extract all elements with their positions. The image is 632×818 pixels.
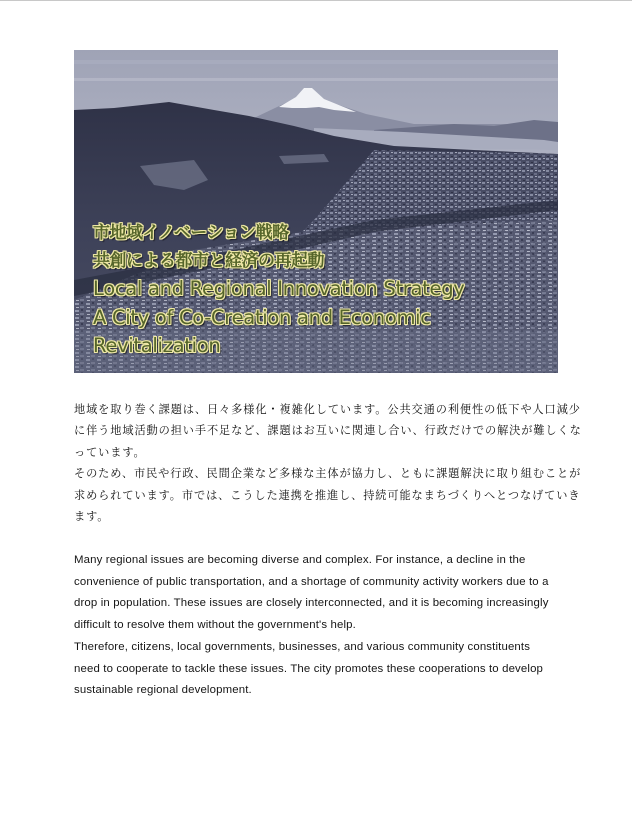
jp-paragraph-1 (74, 399, 582, 463)
page-top-border (0, 0, 632, 1)
en-paragraph-2 (74, 637, 564, 702)
en-p2-line-1: Therefore, citizens, local governments, businesses, and various community constituents (74, 640, 531, 653)
en-p1-line-2: convenience of public transportation, and a shortage of community activity workers due to a (74, 575, 549, 588)
english-body-text (74, 550, 564, 702)
cover-title-en-line-1: Local and Regional Innovation Strategy (93, 277, 465, 300)
jp-p2-line-1: そのため、市民や行政、民間企業など多様な主体が協力し、ともに課題解決に取り組むことが (74, 467, 582, 481)
en-p1-line-4: difficult to resolve them without the government's help. (74, 619, 356, 632)
cover-title-en-line-3: Revitalization (93, 334, 221, 357)
jp-p2-line-3: ます。 (74, 510, 110, 524)
cover-title (93, 219, 465, 361)
cover-title-jp-line-2: 共創による都市と経済の再起動 (93, 251, 324, 271)
en-p2-line-3: sustainable regional development. (74, 684, 252, 697)
jp-p1-line-3: っています。 (74, 445, 146, 459)
en-p2-line-2: need to cooperate to tackle these issues. The city promotes these cooperations to develop (74, 662, 544, 675)
cover-image (74, 50, 558, 373)
en-paragraph-1 (74, 550, 564, 637)
en-p1-line-3: drop in population. These issues are closely interconnected, and it is becoming increasingly (74, 597, 549, 610)
jp-p1-line-1: 地域を取り巻く課題は、日々多様化・複雑化しています。公共交通の利便性の低下や人口減少 (74, 403, 581, 416)
en-p1-line-1: Many regional issues are becoming diverse and complex. For instance, a decline in the (74, 554, 526, 566)
cover-title-jp-line-1: 市地域イノベーション戦略 (93, 223, 289, 243)
jp-paragraph-2 (74, 463, 582, 527)
jp-p2-line-2: 求められています。市では、こうした連携を推進し、持続可能なまちづくりへとつなげていき (74, 488, 581, 502)
jp-p1-line-2: に伴う地域活動の担い手不足など、課題はお互いに関連し合い、行政だけでの解決が難しくな (74, 424, 582, 438)
japanese-body-text (74, 399, 582, 527)
cover-title-en-line-2: A City of Co-Creation and Economic (93, 305, 431, 329)
